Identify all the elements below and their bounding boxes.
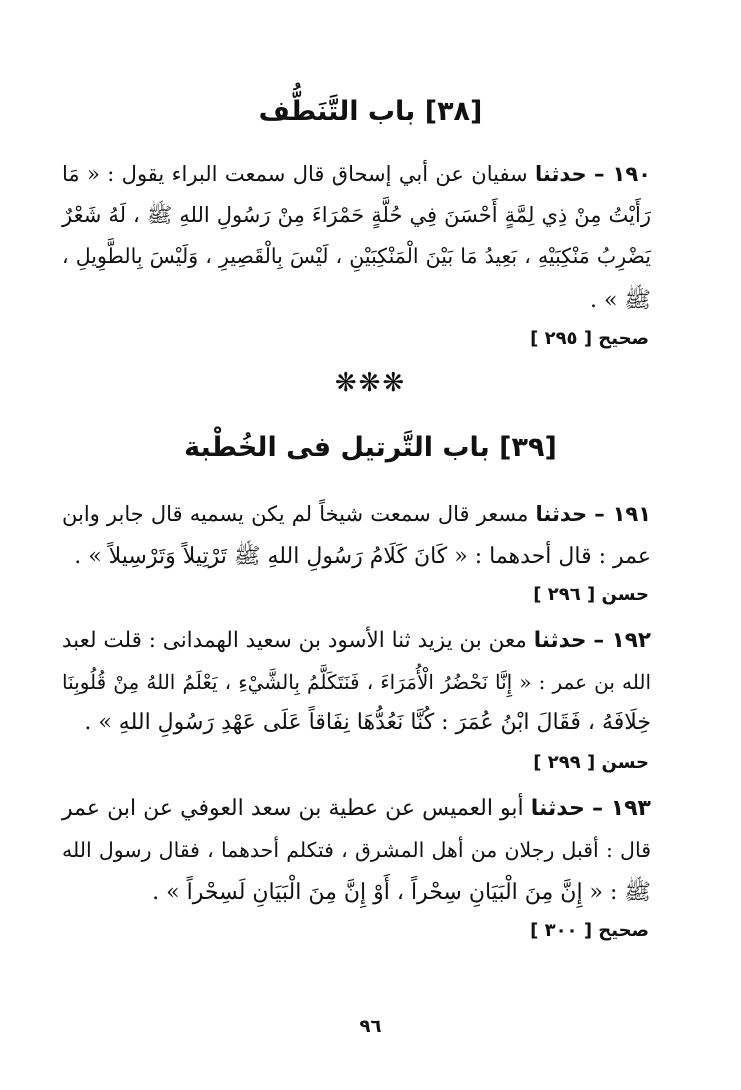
- page-number: ٩٦: [359, 1016, 382, 1037]
- hadith-193-grade: صحيح [ ٣٠٠ ]: [530, 920, 649, 941]
- hadith-number: ١٩٢ –: [593, 628, 651, 653]
- hadith-number: ١٩٠ –: [594, 162, 651, 186]
- hadith-191-grade: حسن [ ٢٩٦ ]: [533, 584, 649, 605]
- hadith-190-grade: صحيح [ ٢٩٥ ]: [530, 328, 649, 349]
- hadith-number: ١٩٣ –: [591, 796, 651, 821]
- chapter-heading-39: [٣٩] باب التَّرتيل فى الخُطْبة: [184, 432, 557, 463]
- hadith-number: ١٩١ –: [594, 502, 652, 526]
- hadith-text: مسعر قال سمعت شيخاً لم يكن يسميه قال جابر وابن: [62, 502, 529, 526]
- hadith-191-line-2: عمر : قال أحدهما : « كَانَ كَلَامُ رَسُولِ اللهِ ﷺ تَرْتِيلاً وَتَرْسِيلاً » .: [74, 544, 651, 569]
- hadith-190-line-3: يَضْرِبُ مَنْكِبَيْهِ ، بَعِيدُ مَا بَيْنَ الْمَنْكِبَيْنِ ، لَيْسَ بِالْقَصِيرِ ، وَلَيْسَ بِالطَّوِيلِ ،: [62, 244, 651, 268]
- hadith-192-line-3: خِلَافَهُ ، فَقَالَ ابْنُ عُمَرَ : كُنَّا نَعُدُّهَا نِفَاقاً عَلَى عَهْدِ رَسُولِ اللهِ » .: [84, 710, 651, 735]
- hadith-text: سفيان عن أبي إسحاق قال سمعت البراء يقول : « مَا: [62, 162, 528, 186]
- section-separator: ❋❋❋: [334, 368, 407, 398]
- hadith-191-line-1: [62, 502, 651, 526]
- hadith-190-line-2: رَأَيْتُ مِنْ ذِي لِمَّةٍ أَحْسَنَ فِي حُلَّةٍ حَمْرَاءَ مِنْ رَسُولِ اللهِ ﷺ ، لَهُ شَعْرٌ: [62, 203, 651, 227]
- hadith-193-line-3: ﷺ : « إِنَّ مِنَ الْبَيَانِ سِحْراً ، أَوْ إِنَّ مِنَ الْبَيَانِ لَسِحْراً » .: [152, 880, 651, 905]
- narrator-word: حدثنا: [530, 796, 585, 821]
- chapter-heading-38: [٣٨] باب التَّنَطُّف: [258, 96, 483, 127]
- narrator-word: حدثنا: [535, 162, 587, 186]
- hadith-193-line-2: قال : أقبل رجلان من أهل المشرق ، فتكلم أحدهما ، فقال رسول الله: [62, 838, 651, 862]
- hadith-text: معن بن يزيد ثنا الأسود بن سعيد الهمدانى : قلت لعبد: [61, 628, 527, 653]
- hadith-193-line-1: [62, 796, 651, 821]
- hadith-190-line-1: [62, 162, 651, 186]
- hadith-190-line-4: ﷺ » .: [589, 288, 651, 313]
- hadith-192-line-1: [62, 628, 651, 653]
- hadith-192-line-2: الله بن عمر : « إِنَّا نَحْضُرُ الْأُمَرَاءَ ، فَنَتَكَلَّمُ بِالشَّيْءِ ، يَعْلَمُ اللهُ مِنْ قُلُوبِنَا: [62, 670, 651, 694]
- narrator-word: حدثنا: [533, 628, 587, 653]
- hadith-text: أبو العميس عن عطية بن سعد العوفي عن ابن عمر: [62, 796, 524, 821]
- hadith-192-grade: حسن [ ٢٩٩ ]: [533, 752, 649, 773]
- narrator-word: حدثنا: [535, 502, 588, 526]
